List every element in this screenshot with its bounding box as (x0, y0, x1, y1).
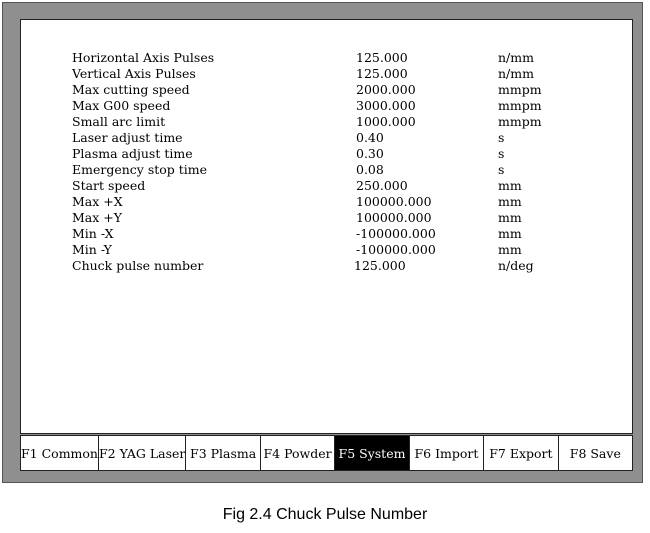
f6-import-key[interactable]: F6 Import (410, 436, 484, 470)
param-unit: mmpm (498, 114, 542, 129)
param-value[interactable]: 125.000 (356, 50, 408, 65)
param-unit: s (498, 162, 505, 177)
figure-caption: Fig 2.4 Chuck Pulse Number (222, 506, 428, 523)
param-unit: n/mm (498, 66, 534, 81)
param-value[interactable]: 100000.000 (356, 210, 432, 225)
param-value[interactable]: 3000.000 (356, 98, 416, 113)
param-name: Min -Y (72, 242, 112, 257)
param-value[interactable]: 250.000 (356, 178, 408, 193)
param-name: Laser adjust time (72, 130, 183, 145)
param-unit: mmpm (498, 98, 542, 113)
parameter-screen (20, 19, 633, 434)
param-value[interactable]: 0.08 (356, 162, 384, 177)
param-unit: mm (498, 242, 522, 257)
param-unit: mm (498, 194, 522, 209)
param-name: Max G00 speed (72, 98, 171, 113)
param-value[interactable]: 2000.000 (356, 82, 416, 97)
param-unit: mmpm (498, 82, 542, 97)
f3-plasma-key[interactable]: F3 Plasma (186, 436, 260, 470)
controller-frame (2, 2, 643, 483)
f4-powder-key[interactable]: F4 Powder (261, 436, 335, 470)
param-name: Emergency stop time (72, 162, 208, 177)
param-unit: mm (498, 210, 522, 225)
param-value[interactable]: -100000.000 (356, 242, 436, 257)
f7-export-key[interactable]: F7 Export (484, 436, 558, 470)
param-unit: s (498, 146, 505, 161)
f2-yag-laser-key[interactable]: F2 YAG Laser (99, 436, 186, 470)
function-key-bar (20, 435, 633, 471)
param-name: Start speed (72, 178, 146, 193)
param-name: Min -X (72, 226, 114, 241)
param-name: Max +X (72, 194, 123, 209)
param-name: Max +Y (72, 210, 122, 225)
param-name: Small arc limit (72, 114, 166, 129)
f1-common-key[interactable]: F1 Common (21, 436, 99, 470)
param-unit: s (498, 130, 505, 145)
param-value[interactable]: 125.000 (356, 66, 408, 81)
f8-save-key[interactable]: F8 Save (559, 436, 632, 470)
f5-system-key[interactable]: F5 System (335, 436, 409, 470)
param-name: Chuck pulse number (72, 258, 204, 273)
param-unit: n/deg (498, 258, 534, 273)
param-value[interactable]: 125.000 (354, 258, 406, 273)
param-name: Max cutting speed (72, 82, 190, 97)
param-value[interactable]: -100000.000 (356, 226, 436, 241)
param-value[interactable]: 0.40 (356, 130, 384, 145)
param-name: Vertical Axis Pulses (72, 66, 196, 81)
param-name: Horizontal Axis Pulses (72, 50, 215, 65)
param-unit: mm (498, 226, 522, 241)
param-name: Plasma adjust time (72, 146, 193, 161)
param-value[interactable]: 0.30 (356, 146, 384, 161)
param-unit: n/mm (498, 50, 534, 65)
param-unit: mm (498, 178, 522, 193)
param-value[interactable]: 100000.000 (356, 194, 432, 209)
param-value[interactable]: 1000.000 (356, 114, 416, 129)
